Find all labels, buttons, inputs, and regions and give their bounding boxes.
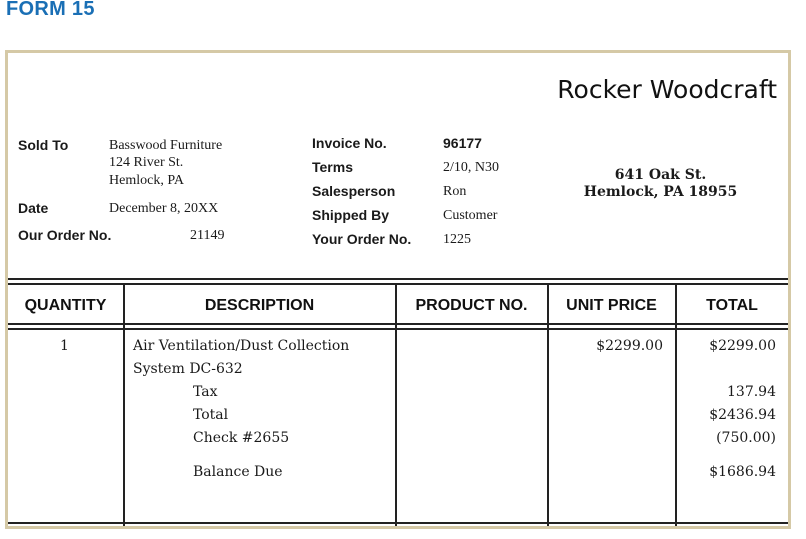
sold-to-label: Sold To — [18, 137, 69, 153]
header-quantity: QUANTITY — [24, 297, 107, 314]
subtotal-amount: $2436.94 — [709, 407, 776, 423]
tax-label: Tax — [193, 384, 218, 400]
sold-to-city: Hemlock, PA — [109, 173, 184, 188]
header-rule-top-double — [8, 283, 788, 285]
seller-street: 641 Oak St. — [614, 167, 707, 183]
terms-value: 2/10, N30 — [443, 160, 499, 175]
invoice-label: Invoice No. — [312, 135, 387, 151]
header-unit-price: UNIT PRICE — [566, 297, 657, 314]
our-order-label: Our Order No. — [18, 227, 112, 243]
header-product-no: PRODUCT NO. — [415, 297, 528, 314]
subtotal-label: Total — [193, 407, 229, 423]
salesperson-label: Salesperson — [312, 183, 396, 199]
tax-amount: 137.94 — [727, 384, 776, 400]
our-order-value: 21149 — [190, 228, 225, 243]
sold-to-street: 124 River St. — [109, 155, 184, 170]
seller-city: Hemlock, PA 18955 — [583, 184, 738, 200]
terms-label: Terms — [312, 159, 353, 175]
invoice-frame — [5, 50, 791, 529]
header-total: TOTAL — [706, 297, 758, 314]
check-amount: (750.00) — [716, 430, 776, 446]
date-value: December 8, 20XX — [109, 201, 219, 216]
header-description: DESCRIPTION — [204, 297, 315, 314]
item-quantity: 1 — [60, 338, 69, 354]
your-order-value: 1225 — [443, 232, 471, 247]
item-unit-price: $2299.00 — [596, 338, 663, 354]
salesperson-value: Ron — [443, 184, 467, 199]
sold-to-name: Basswood Furniture — [109, 138, 223, 153]
item-description-line1: Air Ventilation/Dust Collection — [133, 338, 350, 354]
company-name: Rocker Woodcraft — [557, 75, 777, 104]
item-total: $2299.00 — [709, 338, 776, 354]
shipped-by-label: Shipped By — [312, 207, 390, 223]
balance-due-label: Balance Due — [193, 464, 283, 480]
date-label: Date — [18, 200, 49, 216]
item-description-line2: System DC-632 — [133, 361, 243, 377]
header-rule-bottom-double — [8, 328, 788, 330]
invoice-number: 96177 — [443, 135, 482, 151]
balance-due-amount: $1686.94 — [709, 464, 776, 480]
check-label: Check #2655 — [193, 430, 290, 446]
table-bottom-rule — [8, 522, 788, 524]
shipped-by-value: Customer — [443, 208, 498, 223]
your-order-label: Your Order No. — [312, 231, 412, 247]
form-label: FORM 15 — [6, 0, 95, 20]
header-rule-top — [8, 278, 788, 280]
